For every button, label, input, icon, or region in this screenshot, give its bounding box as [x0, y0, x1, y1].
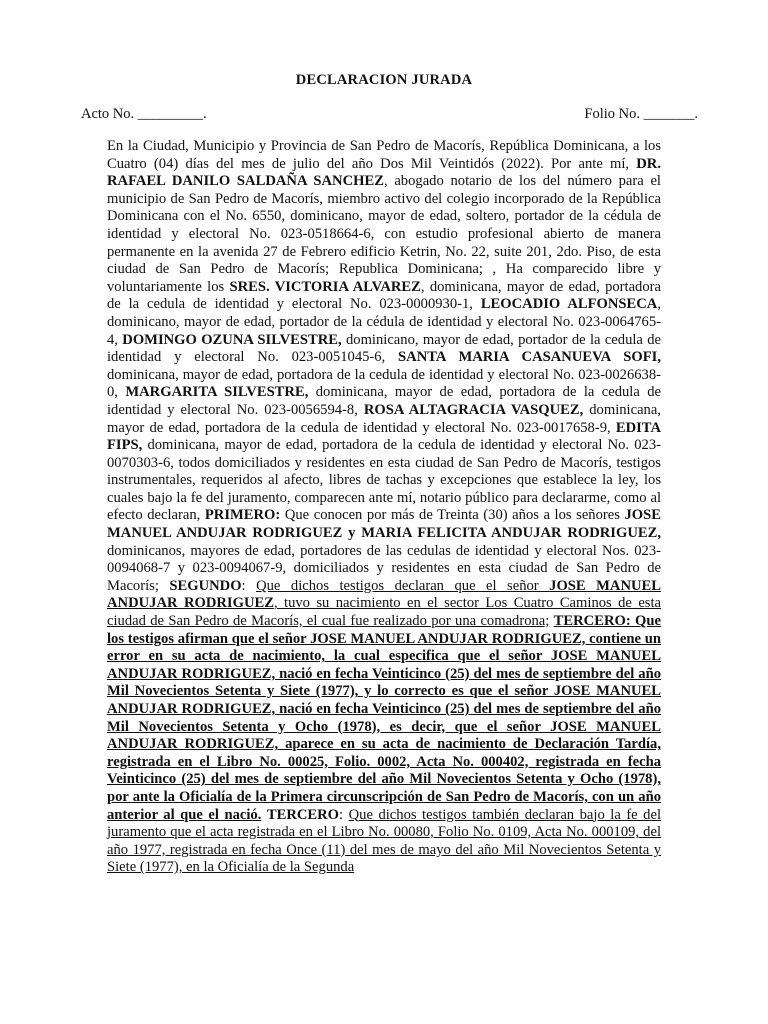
- body-text-run: dominicano, mayor de edad, portador de la cedula de identidad y electoral No. 023-0051045-6,: [107, 331, 662, 366]
- body-text-run: , tuvo su nacimiento en el sector Los Cuatro Caminos de esta ciudad de San Pedro de Macorís, el cual fue realizado por una comadrona;: [107, 595, 662, 630]
- body-text-run: dominicana, mayor de edad, portadora de la cedula de identidad y electoral No. 023-0070303-6, todos domiciliados y residentes en esta ciudad de San Pedro de Macorís, testigos instrumentales, requeridos al afecto, libres de tachas y excepciones que establece la ley, los cuales bajo la fe del juramento, comparecen ante mí, notario público para declararme, como al efecto declaran,: [107, 437, 661, 524]
- body-text-run: , abogado notario de los del número para el municipio de San Pedro de Macorís, miembro activo del colegio incorporado de la República Dominicana con el No. 6550, dominicano, mayor de edad, soltero, portador de la cédula de identidad y electoral No. 023-0518664-6, con estudio profesional abierto de manera permanente en la avenida 27 de Febrero edificio Ketrin, No. 22, suite 201, 2do. Piso, de esta ciudad de San Pedro de Macorís; Republica Dominicana; , Ha comparecido libre y voluntariamente los: [107, 173, 661, 295]
- body-text-run: :: [339, 806, 349, 823]
- acto-number-field: Acto No. _________.: [81, 106, 207, 122]
- body-text-run: JOSE MANUEL ANDUJAR RODRIGUEZ y MARIA FELICITA ANDUJAR RODRIGUEZ,: [107, 507, 661, 542]
- body-text-run: SANTA MARIA CASANUEVA SOFI,: [398, 349, 661, 366]
- body-text-run: JOSE MANUEL ANDUJAR RODRIGUEZ: [107, 577, 662, 612]
- declaration-body-text: [107, 138, 661, 877]
- body-text-run: TERCERO: Que los testigos afirman que el señor JOSE MANUEL ANDUJAR RODRIGUEZ, contiene un error en su acta de nacimiento, la cual especifica que el señor JOSE MANUEL ANDUJAR RODRIGUEZ, nació en fecha Veinticinco (25) del mes de septiembre del año Mil Novecientos Setenta y Siete (1977), y lo correcto es que el señor JOSE MANUEL ANDUJAR RODRIGUEZ, nació en fecha Veinticinco (25) del mes de septiembre del año Mil Novecientos Setenta y Ocho (1978), es decir, que el señor JOSE MANUEL ANDUJAR RODRIGUEZ, aparece en su acta de nacimiento de Declaración Tardía, registrada en el Libro No. 00025, Folio. 0002, Acta No. 000402, registrada en fecha Veinticinco (25) del mes de septiembre del año Mil Novecientos Setenta y Ocho (1978), por ante la Oficialía de la Primera circunscripción de San Pedro de Macorís, con un año anterior al que el nació.: [107, 613, 661, 823]
- body-text-run: ROSA ALTAGRACIA VASQUEZ,: [363, 401, 584, 418]
- body-text-run: dominicana, mayor de edad, portadora de la cedula de identidad y electoral No. 023-0017658-9,: [107, 401, 661, 436]
- body-text-run: En la Ciudad, Municipio y Provincia de San Pedro de Macorís, República Dominicana, a los Cuatro (04) días del mes de julio del año Dos Mil Veintidós (2022). Por ante mí,: [107, 138, 661, 172]
- body-text-run: dominicana, mayor de edad, portadora de la cedula de identidad y electoral No. 023-0056594-8,: [107, 384, 662, 418]
- body-text-run: MARGARITA SILVESTRE,: [125, 384, 309, 401]
- body-text-run: DOMINGO OZUNA SILVESTRE,: [122, 331, 342, 348]
- body-text-run: :: [241, 577, 257, 594]
- body-text-run: SEGUNDO: [169, 577, 242, 594]
- body-text-run: EDITA FIPS,: [107, 419, 661, 454]
- body-text-run: dominicanos, mayores de edad, portadores de las cedulas de identidad y electoral Nos. 023-0094068-7 y 023-0094067-9, domiciliados y residentes en esta ciudad de San Pedro de Macorís;: [107, 542, 661, 594]
- body-text-run: , dominicana, mayor de edad, portadora de la cedula de identidad y electoral No. 023-0000930-1,: [107, 278, 661, 313]
- document-title: DECLARACION JURADA: [295, 72, 473, 88]
- body-text-run: Que dichos testigos también declaran bajo la fe del juramento que el acta registrada en el Libro No. 00080, Folio No. 0109, Acta No. 000109, del año 1977, registrada en fecha Once (11) del mes de mayo del año Mil Novecientos Setenta y Siete (1977), en la Oficialía de la Segunda: [107, 806, 661, 876]
- body-text-run: , dominicano, mayor de edad, portador de la cédula de identidad y electoral No. 023-0064765-4,: [107, 296, 661, 348]
- body-text-run: Que conocen por más de Treinta (30) años a los señores: [280, 507, 625, 524]
- body-text-run: DR. RAFAEL DANILO SALDAÑA SANCHEZ: [107, 155, 661, 190]
- body-text-run: Que dichos testigos declaran que el señor: [256, 577, 550, 594]
- body-text-run: TERCERO: [266, 806, 340, 823]
- body-text-run: PRIMERO:: [204, 507, 281, 524]
- body-text-run: LEOCADIO ALFONSECA: [480, 296, 658, 313]
- body-text-run: SRES. VICTORIA ALVAREZ: [229, 278, 421, 295]
- folio-number-field: Folio No. _______.: [584, 106, 698, 122]
- body-text-run: dominicana, mayor de edad, portadora de la cedula de identidad y electoral No. 023-0026638-0,: [107, 366, 661, 401]
